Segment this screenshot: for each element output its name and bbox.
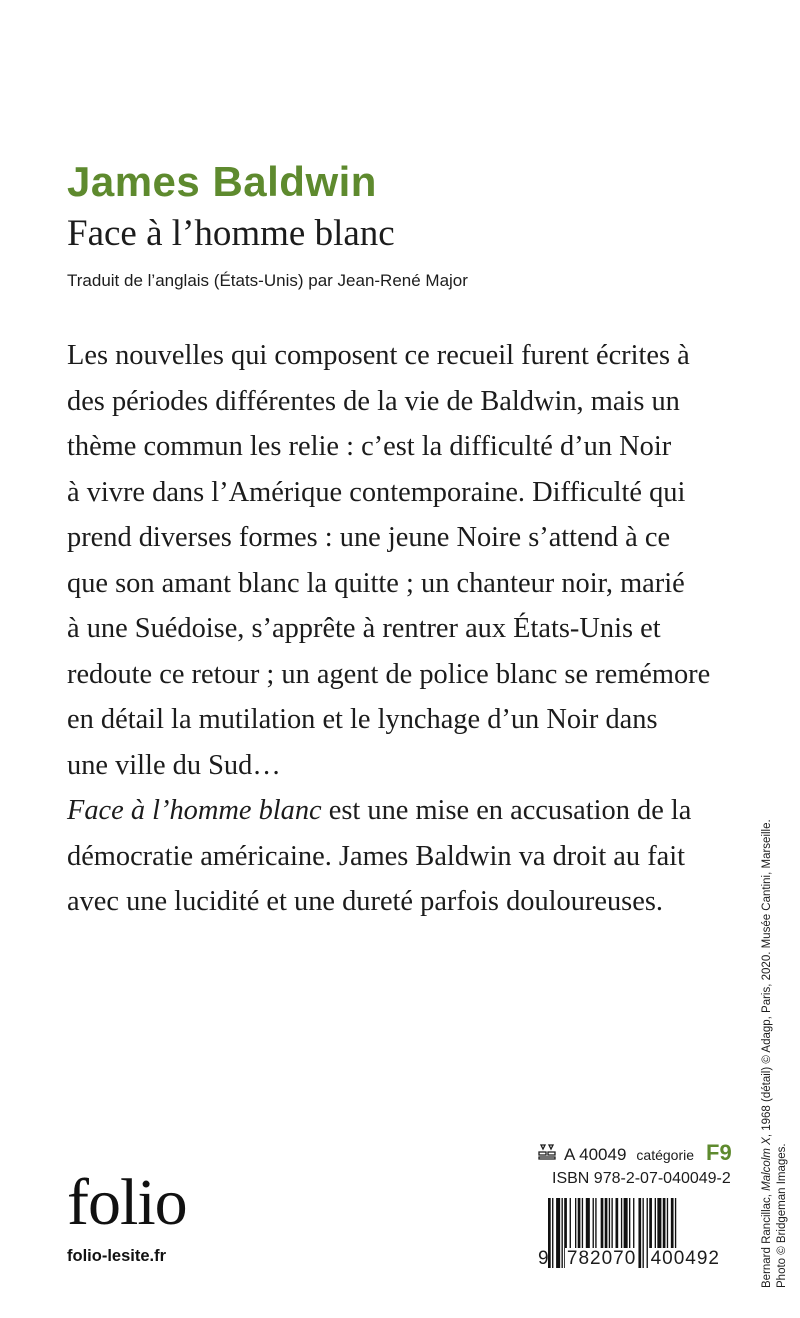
blurb	[67, 333, 727, 925]
category-value: F9	[706, 1140, 732, 1165]
blurb-line: démocratie américaine. James Baldwin va droit au fait	[67, 840, 686, 872]
translator-credit: Traduit de l’anglais (États-Unis) par Jean-René Major	[67, 271, 468, 290]
barcode-lead-digit: 9	[538, 1248, 549, 1269]
blurb-closing-rest: est une mise en accusation de la	[321, 795, 692, 826]
blurb-line: thème commun les relie : c’est la difficulté d’un Noir	[67, 431, 672, 462]
blurb-line: des périodes différentes de la vie de Baldwin, mais un	[67, 385, 680, 417]
blurb-line: une ville du Sud…	[67, 749, 281, 781]
catalog-row	[538, 1140, 732, 1166]
blurb-line: à une Suédoise, s’apprête à rentrer aux États-Unis et	[67, 613, 661, 644]
blurb-line: avec une lucidité et une dureté parfois douloureuses.	[67, 886, 663, 917]
book-title: Face à l’homme blanc	[67, 213, 395, 254]
cover-photo-credit	[760, 728, 790, 1288]
blurb-closing-line	[67, 788, 727, 834]
category-label: catégorie	[636, 1147, 694, 1163]
blurb-line: à vivre dans l’Amérique contemporaine. Difficulté qui	[67, 476, 686, 508]
isbn: ISBN 978-2-07-040049-2	[552, 1170, 731, 1187]
blurb-line: que son amant blanc la quitte ; un chanteur noir, marié	[67, 567, 685, 599]
credit-line-2: Photo © Bridgeman Images.	[776, 1143, 788, 1288]
barcode-group-1: 782070	[566, 1248, 637, 1269]
blurb-line: prend diverses formes : une jeune Noire s’attend à ce	[67, 522, 671, 553]
book-stack-icon	[538, 1144, 558, 1163]
catalog-code: A 40049	[564, 1145, 627, 1164]
website-link[interactable]: folio-lesite.fr	[67, 1247, 167, 1265]
folio-logo: folio	[67, 1166, 187, 1239]
barcode-digits	[538, 1248, 722, 1270]
blurb-line: en détail la mutilation et le lynchage d’un Noir dans	[67, 704, 658, 735]
credit-line-1: Bernard Rancillac, Malcolm X, 1968 (détail) © Adagp, Paris, 2020. Musée Cantini, Marseille.	[761, 819, 773, 1288]
artwork-title: Malcolm X	[761, 1137, 773, 1191]
author-name: James Baldwin	[67, 158, 377, 205]
barcode-group-2: 400492	[650, 1248, 720, 1269]
blurb-line: redoute ce retour ; un agent de police blanc se remémore	[67, 658, 711, 690]
blurb-line: Les nouvelles qui composent ce recueil furent écrites à	[67, 340, 690, 371]
blurb-title-italic: Face à l’homme blanc	[67, 795, 322, 826]
